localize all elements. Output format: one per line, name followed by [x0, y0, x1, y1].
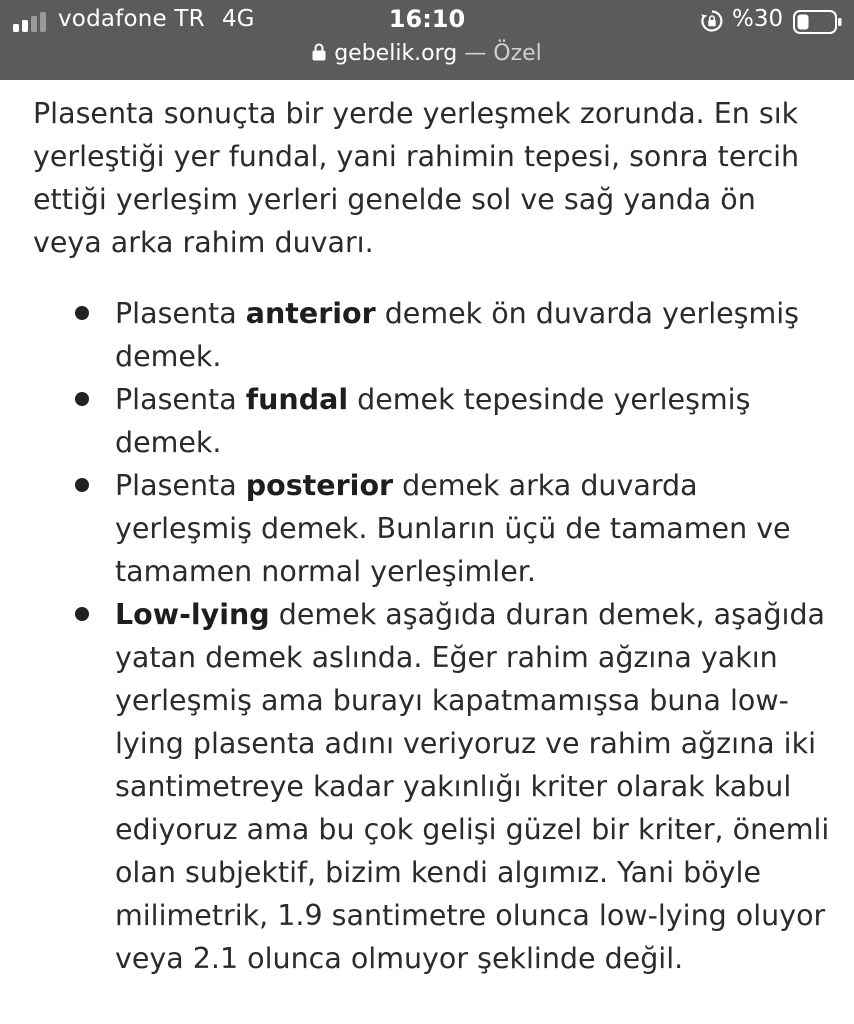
bullet-icon: [75, 607, 89, 621]
network-type: 4G: [222, 6, 255, 32]
list-item-text: demek ön duvarda yerleşmiş demek.: [115, 297, 800, 373]
list-item-term: Low-lying: [115, 598, 270, 631]
article-content: [33, 92, 833, 980]
list-item: [115, 593, 833, 980]
list-item-prefix: Plasenta: [115, 469, 246, 502]
list-item-text: demek aşağıda duran demek, aşağıda yatan demek aslında. Eğer rahim ağzına yakın yerleşmiş ama burayı kapatmamışsa buna low-lying plasenta adını veriyoruz ve rahim ağzına iki santimetreye kadar yakınlığı kriter olarak kabul ediyoruz ama bu çok gelişi güzel bir kriter, önemli olan subjektif, bizim kendi algımız. Yani böyle milimetrik, 1.9 santimetre olunca low-lying oluyor veya 2.1 olunca olmuyor şeklinde değil.: [115, 598, 830, 975]
bullet-icon: [75, 306, 89, 320]
padlock-icon: [312, 43, 326, 61]
list-item-prefix: Plasenta: [115, 383, 246, 416]
status-time: 16:10: [388, 5, 466, 33]
list-item-term: posterior: [245, 469, 394, 502]
list-item-text: demek tepesinde yerleşmiş demek.: [115, 383, 751, 459]
list-item-prefix: Plasenta: [115, 297, 246, 330]
placenta-position-list: [33, 292, 833, 980]
battery-icon: [793, 10, 843, 34]
rotation-lock-icon: [700, 9, 724, 33]
browser-top-bar: [0, 0, 854, 80]
list-item: [115, 464, 833, 593]
list-item: [115, 292, 833, 378]
url-domain[interactable]: gebelik.org: [334, 41, 458, 66]
list-item-term: anterior: [245, 297, 376, 330]
list-item-term: fundal: [245, 383, 349, 416]
bullet-icon: [75, 392, 89, 406]
browsing-mode: — Özel: [464, 41, 542, 66]
battery-percent: %30: [732, 6, 784, 32]
intro-paragraph: Plasenta sonuçta bir yerde yerleşmek zorunda. En sık yerleştiği yer fundal, yani rahimin tepesi, sonra tercih ettiği yerleşim yerleri genelde sol ve sağ yanda ön veya arka rahim duvarı.: [33, 97, 800, 259]
bullet-icon: [75, 478, 89, 492]
list-item: [115, 378, 833, 464]
carrier-name: vodafone TR: [58, 6, 205, 32]
list-item-text: demek arka duvarda yerleşmiş demek. Bunların üçü de tamamen ve tamamen normal yerleşimler.: [115, 469, 791, 588]
address-bar[interactable]: [0, 41, 854, 73]
status-bar: [0, 0, 854, 44]
